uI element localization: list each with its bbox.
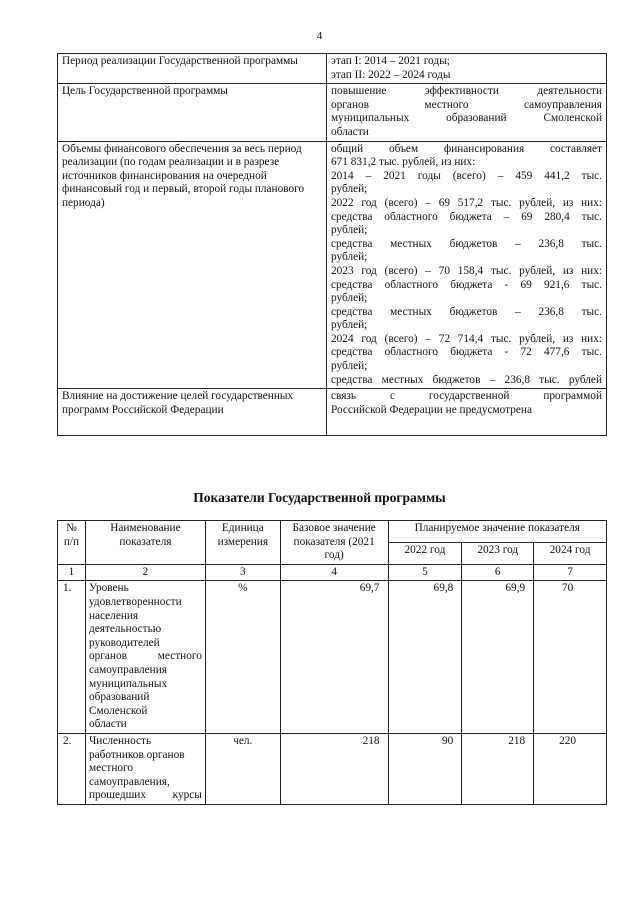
- indicator-2023: 218: [462, 733, 534, 804]
- funding-line: общий объем финансирования составляет: [331, 142, 602, 155]
- column-numbers-row: [58, 564, 607, 581]
- indicator-name-line: населения: [88, 609, 139, 622]
- indicator-row: [58, 581, 607, 734]
- header-name: Наименование показателя: [85, 521, 205, 565]
- passport-row-influence: [58, 389, 607, 436]
- section-title: Показатели Государственной программы: [193, 490, 446, 505]
- goal-label: Цель Государственной программы: [58, 84, 327, 141]
- influence-label: Влияние на достижение целей государственных программ Российской Федерации: [58, 389, 327, 436]
- funding-line: 671 831,2 тыс. рублей, из них:: [331, 156, 476, 169]
- indicator-name: [85, 733, 205, 804]
- funding-line: 2022 год (всего) – 69 517,2 тыс. рублей, из них:: [331, 196, 602, 209]
- indicator-2024: 70: [534, 581, 607, 734]
- column-number: 2: [85, 564, 205, 581]
- program-passport-table: [57, 53, 607, 436]
- funding-value: [327, 141, 607, 389]
- funding-line: 2024 год (всего) – 72 714,4 тыс. рублей, из них:: [331, 332, 602, 345]
- header-2024: 2024 год: [534, 542, 607, 564]
- column-number: 3: [205, 564, 280, 581]
- funding-label: Объемы финансового обеспечения за весь период реализации (по годам реализации и в разрезе источников финансирования на очередной финансовый год и первый, второй годы планового периода): [58, 141, 327, 389]
- header-2023: 2023 год: [462, 542, 534, 564]
- indicator-2023: 69,9: [462, 581, 534, 734]
- influence-value: [327, 389, 607, 436]
- indicator-name-line: Уровень: [88, 582, 129, 595]
- column-number: 5: [388, 564, 462, 581]
- funding-line: рублей;: [331, 224, 368, 237]
- passport-row-period: [58, 54, 607, 84]
- indicator-2022: 69,8: [388, 581, 462, 734]
- influence-line: Российской Федерации не предусмотрена: [331, 403, 532, 416]
- page-number: 4: [316, 30, 323, 42]
- goal-line: муниципальных образований Смоленской: [331, 112, 602, 125]
- indicators-table: [57, 520, 607, 805]
- column-number: 4: [280, 564, 388, 581]
- period-value: [327, 54, 607, 84]
- goal-line: области: [331, 125, 369, 138]
- header-unit: Единица измерения: [205, 521, 280, 565]
- column-number: 7: [534, 564, 607, 581]
- funding-line: рублей;: [331, 292, 368, 305]
- funding-line: средства местных бюджетов – 236,8 тыс. рублей: [331, 373, 602, 386]
- indicators-header-row: [58, 521, 607, 543]
- passport-row-goal: [58, 84, 607, 141]
- indicator-unit: %: [205, 581, 280, 734]
- indicator-name-line: области: [88, 718, 127, 731]
- period-line: этап II: 2022 – 2024 годы: [331, 68, 451, 81]
- indicator-name-line: муниципальных: [88, 677, 168, 690]
- indicator-name: [85, 581, 205, 734]
- indicator-name-line: органов местного: [88, 650, 202, 663]
- indicator-name-line: прошедших курсы: [88, 789, 202, 802]
- indicator-name-line: деятельностью: [88, 623, 162, 636]
- indicator-base: 218: [280, 733, 388, 804]
- indicator-2024: 220: [534, 733, 607, 804]
- indicator-name-line: Смоленской: [88, 704, 148, 717]
- funding-line: рублей;: [331, 319, 368, 332]
- indicator-name-line: руководителей: [88, 636, 160, 649]
- period-line: этап I: 2014 – 2021 годы;: [331, 55, 450, 67]
- indicator-name-line: местного: [88, 762, 134, 775]
- indicator-num: 2.: [58, 733, 86, 804]
- funding-line: средства областного бюджета - 69 921,6 тыс.: [331, 278, 602, 291]
- funding-line: средства местных бюджетов – 236,8 тыс.: [331, 305, 602, 318]
- period-label: Период реализации Государственной программы: [58, 54, 327, 84]
- funding-line: 2023 год (всего) – 70 158,4 тыс. рублей, из них:: [331, 264, 602, 277]
- funding-line: рублей;: [331, 251, 368, 264]
- indicator-name-line: удовлетворенности: [88, 595, 182, 608]
- funding-line: средства местных бюджетов – 236,8 тыс.: [331, 237, 602, 250]
- indicator-2022: 90: [388, 733, 462, 804]
- indicator-row: [58, 733, 607, 804]
- header-num: № п/п: [58, 521, 86, 565]
- indicator-name-line: самоуправления,: [88, 775, 170, 788]
- header-2022: 2022 год: [388, 542, 462, 564]
- indicator-name-line: самоуправления: [88, 663, 167, 676]
- passport-row-funding: [58, 141, 607, 389]
- indicator-num: 1.: [58, 581, 86, 734]
- funding-line: 2014 – 2021 годы (всего) – 459 441,2 тыс.: [331, 169, 602, 182]
- goal-line: повышение эффективности деятельности: [331, 85, 602, 98]
- column-number: 1: [58, 564, 86, 581]
- influence-line: связь с государственной программой: [331, 390, 602, 403]
- funding-line: рублей;: [331, 183, 368, 196]
- column-number: 6: [462, 564, 534, 581]
- indicator-name-line: образований: [88, 691, 150, 704]
- indicator-name-line: работников органов: [88, 748, 185, 761]
- indicator-name-line: Численность: [88, 734, 152, 747]
- header-base: Базовое значение показателя (2021 год): [280, 521, 388, 565]
- indicator-base: 69,7: [280, 581, 388, 734]
- funding-line: средства областного бюджета – 69 280,4 тыс.: [331, 210, 602, 223]
- header-planned: Планируемое значение показателя: [388, 521, 606, 543]
- funding-line: рублей;: [331, 360, 368, 373]
- goal-value: [327, 84, 607, 141]
- indicator-unit: чел.: [205, 733, 280, 804]
- funding-line: средства областного бюджета - 72 477,6 тыс.: [331, 346, 602, 359]
- goal-line: органов местного самоуправления: [331, 98, 602, 111]
